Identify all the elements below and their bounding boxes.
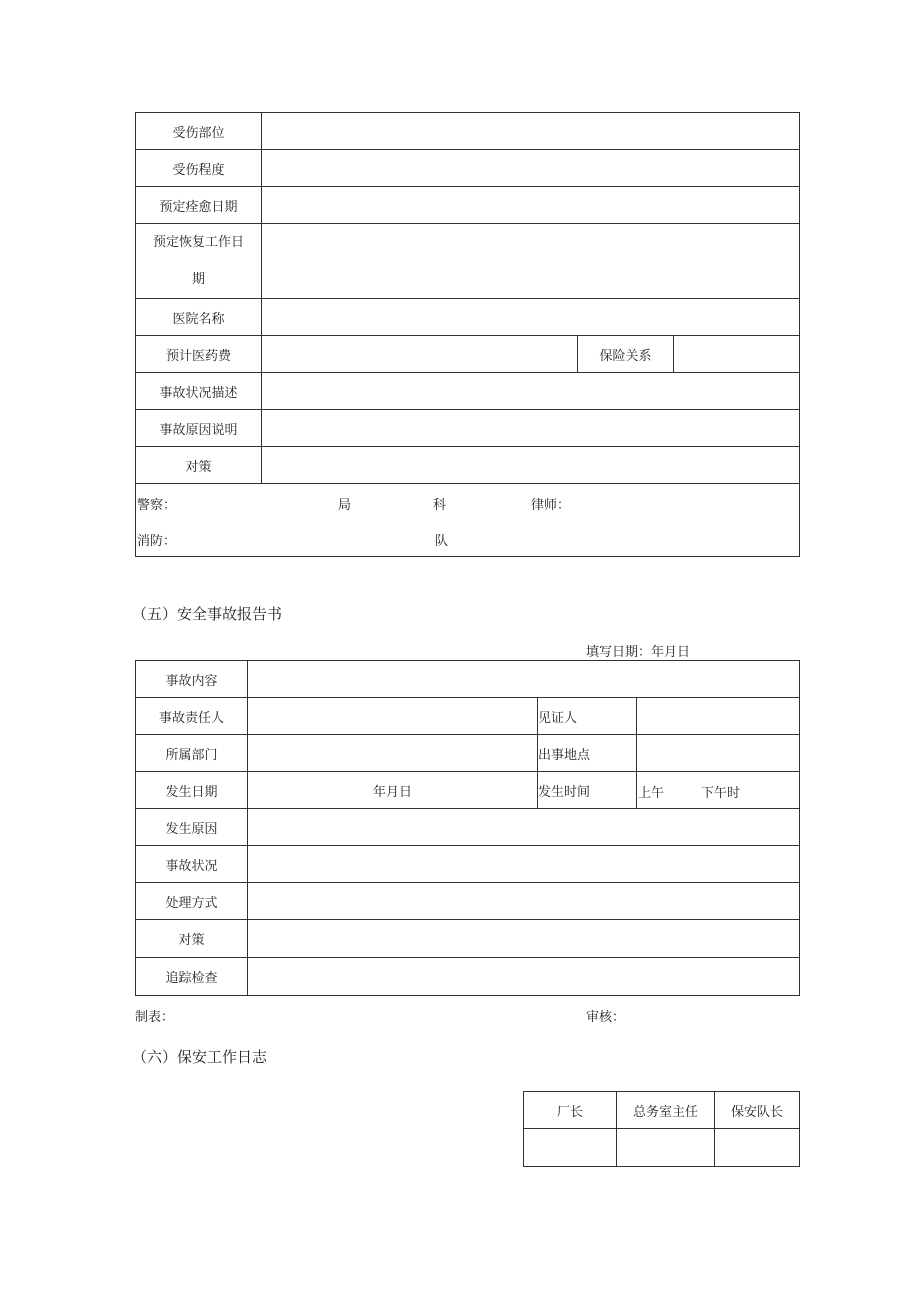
- countermeasure-label: 对策: [136, 447, 262, 484]
- hospital-name-label: 医院名称: [136, 299, 262, 336]
- table-row: [136, 373, 800, 410]
- police-label: 警察：: [137, 498, 177, 513]
- location-label: 出事地点: [538, 735, 637, 772]
- table-row: [136, 410, 800, 447]
- return-to-work-date-label: [136, 224, 262, 299]
- table-row: [136, 113, 800, 150]
- recovery-date-field[interactable]: [262, 187, 800, 224]
- department-label: 所属部门: [136, 735, 248, 772]
- department-field[interactable]: [248, 735, 538, 772]
- location-field[interactable]: [637, 735, 800, 772]
- bureau-label: 局: [338, 498, 352, 513]
- table-row: [524, 1129, 800, 1167]
- table-row: [136, 958, 800, 996]
- countermeasure-field[interactable]: [262, 447, 800, 484]
- return-to-work-date-label-line1: 预定恢复工作日: [152, 235, 244, 250]
- handling-field[interactable]: [248, 883, 800, 920]
- table-row: [136, 187, 800, 224]
- accident-description-label: 事故状况描述: [136, 373, 262, 410]
- authorities-cell: [136, 484, 800, 557]
- section5-title: （五）安全事故报告书: [132, 605, 283, 623]
- table-row: [136, 484, 800, 557]
- injury-form-table: [135, 112, 800, 557]
- occurrence-time-field[interactable]: [637, 772, 800, 809]
- security-captain-header: 保安队长: [715, 1092, 800, 1129]
- table-row: [136, 846, 800, 883]
- injury-degree-label: 受伤程度: [136, 150, 262, 187]
- accident-content-field[interactable]: [248, 661, 800, 698]
- injury-part-field[interactable]: [262, 113, 800, 150]
- table-row: [136, 661, 800, 698]
- accident-report-table: [135, 660, 800, 996]
- general-affairs-director-signature[interactable]: [617, 1129, 715, 1167]
- table-row: [136, 299, 800, 336]
- handling-label: 处理方式: [136, 883, 248, 920]
- factory-director-signature[interactable]: [524, 1129, 617, 1167]
- return-to-work-date-label-line2: 期: [191, 272, 205, 287]
- witness-label: 见证人: [538, 698, 637, 735]
- accident-content-label: 事故内容: [136, 661, 248, 698]
- occurrence-date-label: 发生日期: [136, 772, 248, 809]
- table-row: [136, 883, 800, 920]
- table-row: [136, 772, 800, 809]
- injury-degree-field[interactable]: [262, 150, 800, 187]
- reviewer-label: 审核：: [586, 1010, 626, 1025]
- occurrence-date-field[interactable]: 年月日: [248, 772, 538, 809]
- accident-cause-label: 事故原因说明: [136, 410, 262, 447]
- general-affairs-director-header: 总务室主任: [617, 1092, 715, 1129]
- table-row: [136, 447, 800, 484]
- am-label: 上午: [638, 786, 665, 801]
- return-to-work-date-field[interactable]: [262, 224, 800, 299]
- table-row: [136, 698, 800, 735]
- cause-label: 发生原因: [136, 809, 248, 846]
- maker-label: 制表：: [135, 1010, 175, 1025]
- insurance-field[interactable]: [674, 336, 800, 373]
- hospital-name-field[interactable]: [262, 299, 800, 336]
- cause-field[interactable]: [248, 809, 800, 846]
- responsible-person-field[interactable]: [248, 698, 538, 735]
- witness-field[interactable]: [637, 698, 800, 735]
- accident-description-field[interactable]: [262, 373, 800, 410]
- section6-title: （六）保安工作日志: [132, 1048, 268, 1066]
- pm-label: 下午时: [701, 786, 741, 801]
- table-row: [136, 336, 800, 373]
- accident-cause-field[interactable]: [262, 410, 800, 447]
- insurance-label: 保险关系: [578, 336, 674, 373]
- fill-date-label: 填写日期：年月日: [586, 645, 691, 660]
- table-row: [136, 224, 800, 299]
- status-field[interactable]: [248, 846, 800, 883]
- recovery-date-label: 预定痊愈日期: [136, 187, 262, 224]
- report-countermeasure-label: 对策: [136, 920, 248, 958]
- injury-part-label: 受伤部位: [136, 113, 262, 150]
- table-row: [136, 150, 800, 187]
- table-row: [136, 920, 800, 958]
- occurrence-time-label: 发生时间: [538, 772, 637, 809]
- signature-table: [523, 1091, 800, 1167]
- responsible-person-label: 事故责任人: [136, 698, 248, 735]
- factory-director-header: 厂长: [524, 1092, 617, 1129]
- team-label: 队: [435, 534, 449, 549]
- security-captain-signature[interactable]: [715, 1129, 800, 1167]
- table-row: [136, 735, 800, 772]
- section-label: 科: [433, 498, 447, 513]
- medical-cost-label: 预计医药费: [136, 336, 262, 373]
- medical-cost-field[interactable]: [262, 336, 578, 373]
- table-row: [524, 1092, 800, 1129]
- followup-field[interactable]: [248, 958, 800, 996]
- table-row: [136, 809, 800, 846]
- status-label: 事故状况: [136, 846, 248, 883]
- lawyer-label: 律师：: [531, 498, 571, 513]
- report-countermeasure-field[interactable]: [248, 920, 800, 958]
- followup-label: 追踪检查: [136, 958, 248, 996]
- fire-label: 消防：: [137, 534, 177, 549]
